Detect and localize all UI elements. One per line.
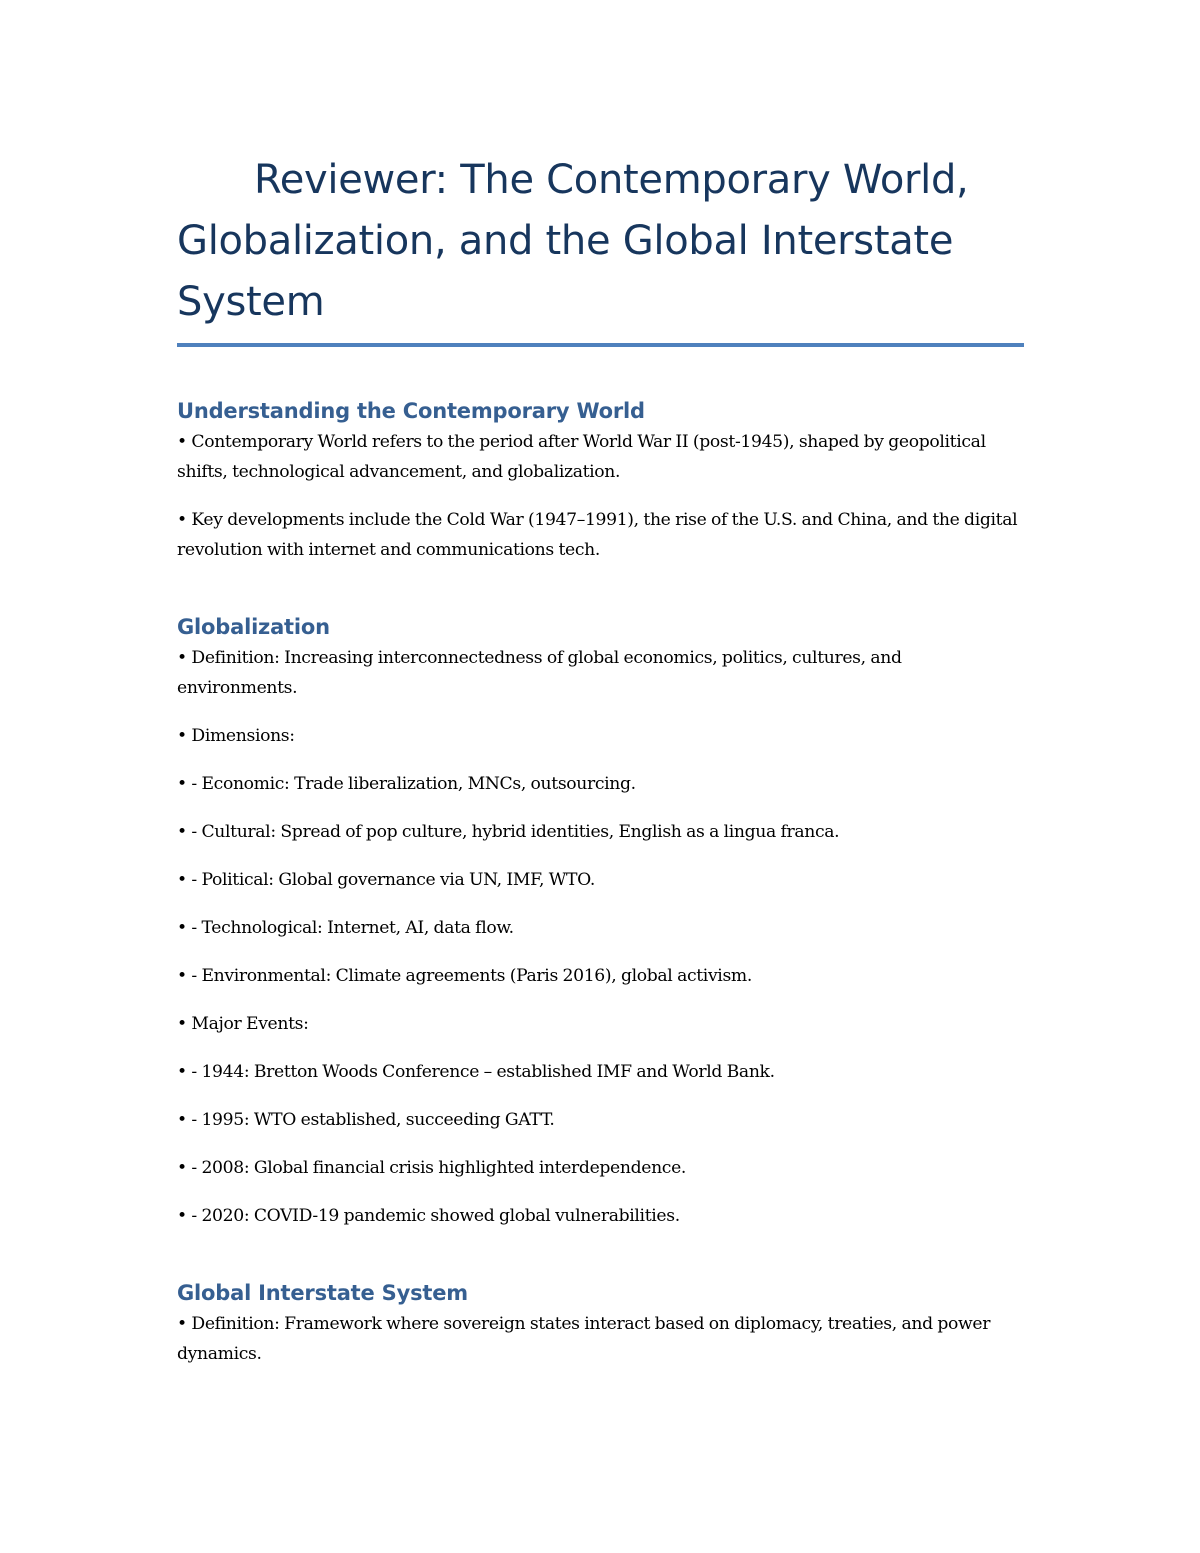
document-body xyxy=(177,150,1025,1369)
bullet-paragraph: • - Environmental: Climate agreements (Paris 2016), global activism. xyxy=(177,966,752,986)
section-heading: Global Interstate System xyxy=(177,1281,468,1305)
section-contemporary-world xyxy=(177,397,1025,565)
title-underline-rule xyxy=(177,343,1024,347)
bullet-paragraph: • Major Events: xyxy=(177,1014,309,1034)
section-heading: Globalization xyxy=(177,615,330,639)
section-heading: Understanding the Contemporary World xyxy=(177,399,645,423)
bullet-paragraph: • Contemporary World refers to the period after World War II (post-1945), shaped by geopolitical shifts, technological advancement, and globalization. xyxy=(177,432,986,482)
bullet-paragraph: • - 2008: Global financial crisis highlighted interdependence. xyxy=(177,1158,686,1178)
bullet-paragraph: • Dimensions: xyxy=(177,726,295,746)
document-title: Reviewer: The Contemporary World, Globalization, and the Global Interstate System xyxy=(177,157,969,325)
bullet-paragraph: • - Economic: Trade liberalization, MNCs, outsourcing. xyxy=(177,774,636,794)
bullet-paragraph: • - 1944: Bretton Woods Conference – established IMF and World Bank. xyxy=(177,1062,775,1082)
section-globalization xyxy=(177,613,1025,1231)
bullet-paragraph: • - Technological: Internet, AI, data flow. xyxy=(177,918,514,938)
bullet-paragraph: • Definition: Increasing interconnectedness of global economics, politics, cultures, and environments. xyxy=(177,648,902,698)
section-global-interstate-system xyxy=(177,1279,1025,1369)
bullet-paragraph: • - 2020: COVID-19 pandemic showed global vulnerabilities. xyxy=(177,1206,680,1226)
bullet-paragraph: • Definition: Framework where sovereign states interact based on diplomacy, treaties, and power dynamics. xyxy=(177,1314,991,1364)
bullet-paragraph: • - Political: Global governance via UN, IMF, WTO. xyxy=(177,870,595,890)
bullet-paragraph: • - Cultural: Spread of pop culture, hybrid identities, English as a lingua franca. xyxy=(177,822,840,842)
bullet-paragraph: • - 1995: WTO established, succeeding GATT. xyxy=(177,1110,555,1130)
bullet-paragraph: • Key developments include the Cold War (1947–1991), the rise of the U.S. and China, and the digital revolution with internet and communications tech. xyxy=(177,510,1018,560)
